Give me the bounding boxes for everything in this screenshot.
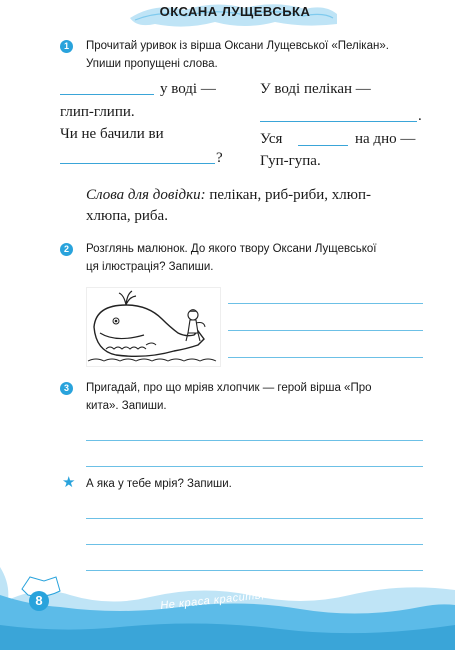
poem-left-line4: ? bbox=[216, 150, 223, 166]
answer-line-2-1[interactable] bbox=[228, 303, 423, 304]
hint-words bbox=[86, 185, 436, 205]
poem-left-line1: у воді — bbox=[160, 81, 216, 97]
answer-line-star-1[interactable] bbox=[86, 518, 423, 519]
task-number-1: 1 bbox=[60, 40, 73, 53]
task1-instruction-line2: Упиши пропущені слова. bbox=[86, 58, 218, 70]
footer-proverb: Не краса красить, а розум. bbox=[159, 583, 315, 613]
poem-right-line1: У воді пелікан — bbox=[260, 81, 371, 97]
task-number-2: 2 bbox=[60, 243, 73, 256]
task1-instruction-line1: Прочитай уривок із вірша Оксани Лущевської «Пелікан». bbox=[86, 40, 389, 52]
whale-illustration bbox=[86, 287, 221, 367]
task3-line2: кита». Запиши. bbox=[86, 400, 167, 412]
author-title: ОКСАНА ЛУЩЕВСЬКА bbox=[159, 4, 311, 19]
answer-line-3-2[interactable] bbox=[86, 466, 423, 467]
poem-right-line3-end: на дно — bbox=[355, 131, 416, 147]
poem-right-line3-start: Уся bbox=[260, 131, 283, 147]
hint-words-line2: хлюпа, риба. bbox=[86, 208, 168, 224]
answer-line-star-2[interactable] bbox=[86, 544, 423, 545]
answer-line-2-3[interactable] bbox=[228, 357, 423, 358]
task2-line2: ця ілюстрація? Запиши. bbox=[86, 261, 214, 273]
star-icon: ★ bbox=[62, 474, 76, 491]
star-task-text: А яка у тебе мрія? Запиши. bbox=[86, 478, 232, 490]
poem-right-line4: Гуп-гупа. bbox=[260, 153, 321, 169]
poem-left-line3: Чи не бачили ви bbox=[60, 126, 164, 142]
hint-label: Слова для довідки: bbox=[86, 187, 206, 203]
page-number: 8 bbox=[29, 591, 49, 611]
task3-line1: Пригадай, про що мріяв хлопчик — герой вірша «Про bbox=[86, 382, 372, 394]
poem-blank-1[interactable] bbox=[60, 94, 154, 95]
answer-line-2-2[interactable] bbox=[228, 330, 423, 331]
poem-blank-2[interactable] bbox=[60, 163, 215, 164]
poem-left-line2: глип-глипи. bbox=[60, 104, 135, 120]
poem-blank-4[interactable] bbox=[298, 145, 348, 146]
task2-line1: Розглянь малюнок. До якого твору Оксани Лущевської bbox=[86, 243, 377, 255]
poem-right-line2: . bbox=[418, 108, 422, 124]
poem-blank-3[interactable] bbox=[260, 121, 417, 122]
answer-line-3-1[interactable] bbox=[86, 440, 423, 441]
hint-words-line1: пелікан, риб-риби, хлюп- bbox=[205, 187, 371, 203]
task-number-3: 3 bbox=[60, 382, 73, 395]
